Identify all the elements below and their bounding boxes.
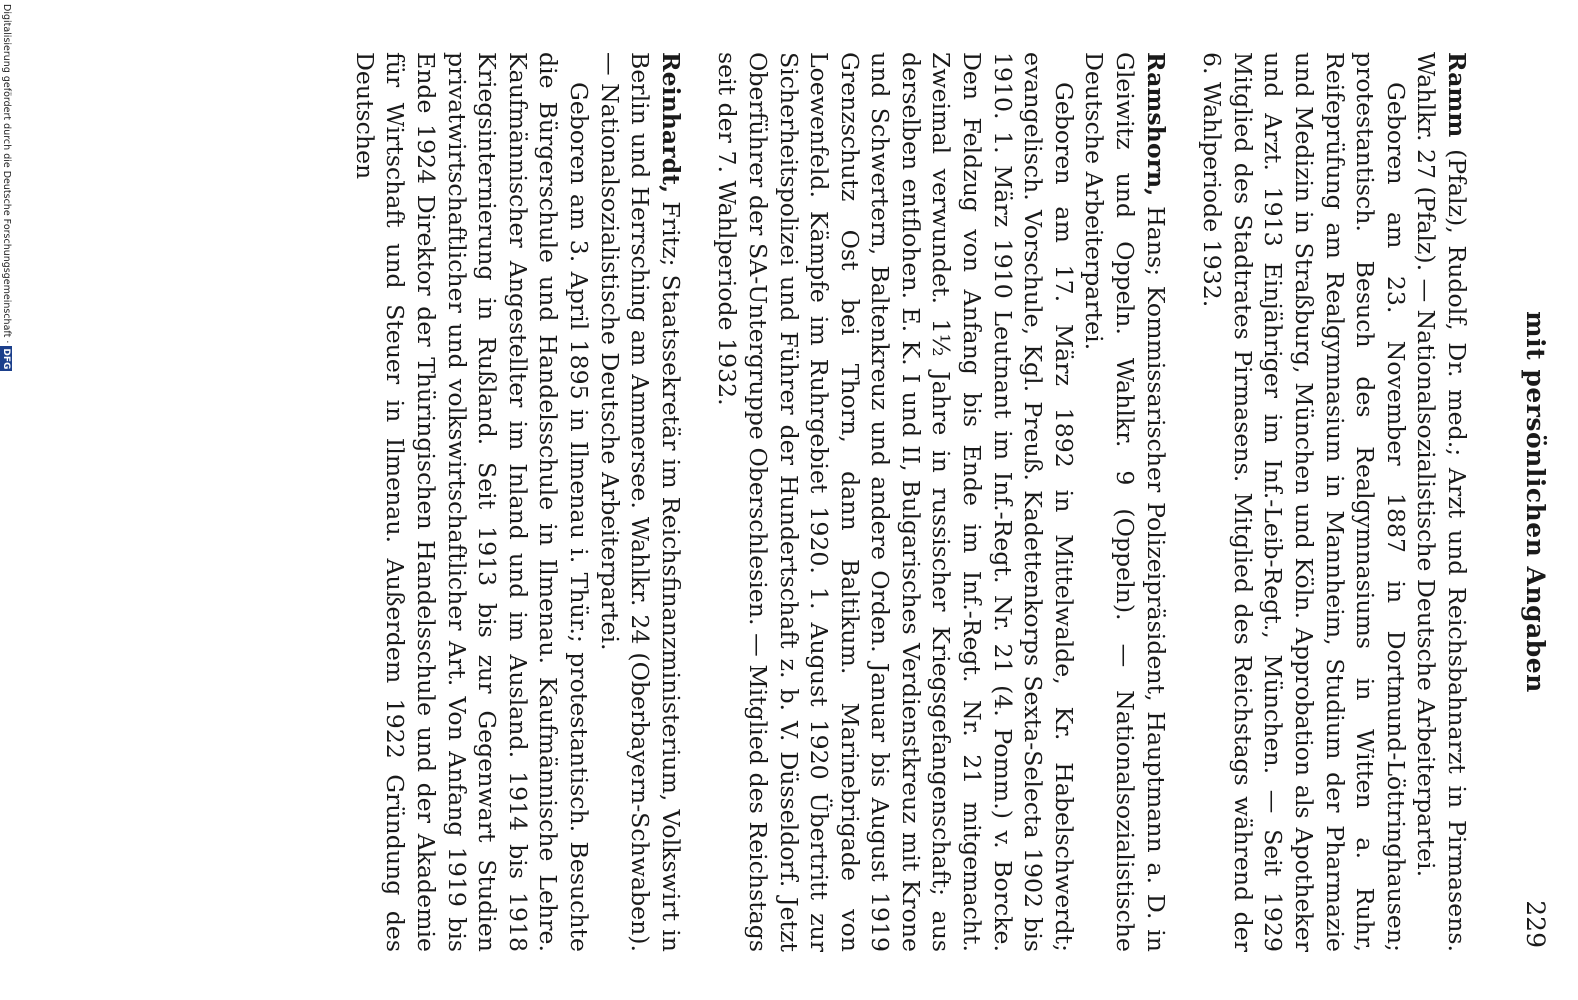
page-number: 229 <box>1521 900 1550 948</box>
entry-summary: Hans; Kommissarischer Polizeipräsident, Hauptmann a. D. in Gleiwitz und Oppeln. Wahlkr. 9 (Oppeln). — Nationalsozialistische Deutsche Arbeiterpartei. <box>1080 52 1170 952</box>
entry-biography-paragraph: Geboren am 23. November 1887 in Dortmund-Löttringhausen; protestantisch. Besuch des Realgymnasiums in Witten a. Ruhr, Reifeprüfung am Realgymnasium in Mannheim, Studium der Pharmazie und Medizin in Straßburg, München und Köln. Approbation als Apotheker und Arzt. 1913 Einjähriger im Inf.-Leib-Regt., München. — Seit 1929 Mitglied des Stadtrates Pirmasens. Mitglied des Reichstags während der 6. Wahlperiode 1932. <box>1198 52 1410 952</box>
page-body <box>323 52 1556 952</box>
entry-name: Reinhardt, <box>656 52 685 194</box>
entry-summary: (Pfalz), Rudolf, Dr. med.; Arzt und Reichsbahnarzt in Pirmasens. Wahlkr. 27 (Pfalz). — Nationalsozialistische Deutsche Arbeiterpartei. <box>1412 52 1471 952</box>
entry-heading-paragraph <box>1411 52 1472 952</box>
entry-summary: Fritz; Staatssekretär im Reichsfinanzministerium, Volkswirt in Berlin und Herrsching am Ammersee. Wahlkr. 24 (Oberbayern-Schwaben). — Nationalsozialistische Deutsche Arbeiterpartei. <box>595 52 685 952</box>
running-title: mit persönlichen Angaben <box>1521 311 1550 693</box>
entry-name: Ramm <box>1443 52 1471 138</box>
biography-entry-reinhardt <box>349 52 686 952</box>
page-header <box>1516 52 1556 952</box>
entry-heading-paragraph <box>594 52 686 952</box>
entry-biography-paragraph: Geboren am 17. März 1892 in Mittelwalde, Kr. Habelschwerdt; evangelisch. Vorschule, Kgl. Preuß. Kadettenkorps Sexta-Selecta 1902 bis 1910. 1. März 1910 Leutnant im Inf.-Regt. Nr. 21 (4. Pomm.) v. Borcke. Den Feldzug von Anfang bis Ende im Inf.-Regt. Nr. 21 mitgemacht. Zweimal verwundet. 1½ Jahre in russischer Kriegsgefangenschaft; aus derselben entflohen. E. K. I und II, Bulgarisches Verdienstkreuz mit Krone und Schwertern, Baltenkreuz und andere Orden. Januar bis August 1919 Grenzschutz Ost bei Thorn, dann Baltikum. Marinebrigade von Loewenfeld. Kämpfe im Ruhrgebiet 1920. 1. August 1920 Übertritt zur Sicherheitspolizei und Führer der Hundertschaft z. b. V. Düsseldorf. Jetzt Oberführer der SA-Untergruppe Oberschlesien. — Mitglied des Reichstags seit der 7. Wahlperiode 1932. <box>713 52 1078 952</box>
entry-heading-paragraph <box>1079 52 1171 952</box>
biography-entry-ramm <box>1197 52 1472 952</box>
biography-entry-ramshorn <box>712 52 1171 952</box>
entry-biography-paragraph: Geboren am 3. April 1895 in Ilmenau i. Thür.; protestantisch. Besuchte die Bürgerschule und Handelsschule in Ilmenau. Kaufmännische Lehre. Kaufmännischer Angestellter im Inland und im Ausland. 1914 bis 1918 Kriegsinternierung in Rußland. Seit 1913 bis zur Gegenwart Studien privatwirtschaftlicher und volkswirtschaftlicher Art. Von Anfang 1919 bis Ende 1924 Direktor der Thüringischen Handelsschule und der Akademie für Wirtschaft und Steuer in Ilmenau. Außerdem 1922 Gründung des Deutschen <box>350 52 593 952</box>
dfg-logo: DFG <box>1 348 11 370</box>
digitization-credit-label: Digitalisierung gefördert durch die Deutsche Forschungsgemeinschaft · <box>1 4 12 344</box>
entry-name: Ramshorn, <box>1141 52 1170 197</box>
